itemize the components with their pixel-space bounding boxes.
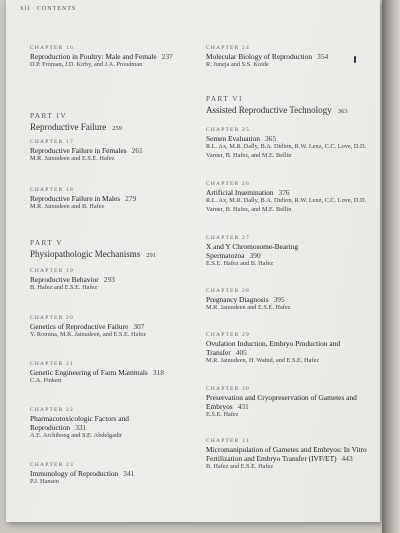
chapter-title: Pharmacotoxicologic Factors and Reproduction 331 bbox=[30, 414, 129, 432]
page-ref: 237 bbox=[161, 52, 173, 61]
chapter-title: Micromanipulation of Gametes and Embryos: In Vitro Fertilization and Embryo Transfer (IVF/ET) 443 bbox=[206, 445, 367, 463]
toc-entry bbox=[206, 287, 376, 313]
chapter-label: CHAPTER 19 bbox=[30, 268, 74, 274]
toc-entry bbox=[206, 126, 376, 160]
page-ref: 341 bbox=[123, 469, 135, 478]
toc-entry bbox=[206, 437, 376, 472]
chapter-title: Artificial Insemination 376 bbox=[206, 188, 290, 197]
toc-entry bbox=[30, 138, 205, 164]
chapter-label: CHAPTER 25 bbox=[206, 127, 250, 133]
toc-entry bbox=[30, 44, 205, 70]
toc-entry bbox=[30, 406, 205, 441]
chapter-title: Reproductive Failure in Females 261 bbox=[30, 146, 143, 155]
chapter-title: Molecular Biology of Reproduction 354 bbox=[206, 52, 329, 61]
page-ref: 395 bbox=[273, 295, 285, 304]
chapter-label: CHAPTER 28 bbox=[206, 288, 250, 294]
chapter-label: CHAPTER 17 bbox=[30, 139, 74, 145]
chapter-label: CHAPTER 16 bbox=[30, 45, 74, 51]
chapter-label: CHAPTER 18 bbox=[30, 187, 74, 193]
chapter-title: Genetic Engineering of Farm Mammals 318 bbox=[30, 368, 164, 377]
page-number: xii bbox=[20, 4, 31, 12]
chapter-title: Semen Evaluation 365 bbox=[206, 134, 277, 143]
toc-entry bbox=[206, 180, 376, 214]
part-label: PART IV bbox=[30, 112, 68, 120]
chapter-authors: B. Hafez and E.S.E. Hafez bbox=[30, 284, 98, 291]
pen-mark bbox=[354, 56, 356, 63]
page-ref: 443 bbox=[341, 454, 353, 463]
chapter-authors: A.E. Archibong and S.E. Abdelgadir bbox=[30, 432, 122, 439]
chapter-authors: R. Juneja and S.S. Koide bbox=[206, 61, 269, 68]
chapter-authors: Y. Romina, M.R. Jainudeen, and E.S.E. Hafez bbox=[30, 331, 147, 338]
chapter-label: CHAPTER 29 bbox=[206, 332, 250, 338]
chapter-label: CHAPTER 30 bbox=[206, 386, 250, 392]
page-ref: 363 bbox=[337, 108, 348, 115]
page-ref: 390 bbox=[249, 251, 261, 260]
chapter-title: Pregnancy Diagnosis 395 bbox=[206, 295, 285, 304]
chapter-authors: B. Hafez and E.S.E. Hafez bbox=[206, 463, 274, 470]
chapter-title: Reproductive Failure in Males 279 bbox=[30, 194, 137, 203]
toc-entry bbox=[30, 267, 205, 293]
part-heading bbox=[206, 94, 376, 118]
running-header bbox=[20, 4, 76, 12]
chapter-authors: C.A. Pinkert bbox=[30, 377, 62, 384]
part-title: Physiopathologic Mechanisms 291 bbox=[30, 249, 156, 259]
part-heading bbox=[30, 238, 205, 262]
chapter-label: CHAPTER 26 bbox=[206, 181, 250, 187]
chapter-authors: M.R. Jainudeen and E.S.E. Hafez bbox=[30, 155, 115, 162]
page-ref: 291 bbox=[146, 252, 156, 259]
chapter-authors: M.R. Jainudeen and E.S.E. Hafez bbox=[206, 304, 291, 311]
page-ref: 431 bbox=[237, 402, 249, 411]
toc-entry bbox=[206, 331, 376, 366]
chapter-authors: M.R. Jainudeen, H. Wahid, and E.S.E. Hafez bbox=[206, 357, 320, 364]
part-title: Assisted Reproductive Technology 363 bbox=[206, 105, 348, 115]
chapter-label: CHAPTER 23 bbox=[30, 462, 74, 468]
page-ref: 261 bbox=[131, 146, 143, 155]
page-ref: 365 bbox=[264, 134, 277, 143]
toc-entry bbox=[206, 385, 376, 420]
chapter-label: CHAPTER 31 bbox=[206, 438, 250, 444]
toc-entry bbox=[30, 314, 205, 340]
page-ref: 354 bbox=[317, 52, 329, 61]
part-label: PART VI bbox=[206, 95, 243, 103]
chapter-title: Reproductive Behavior 293 bbox=[30, 275, 115, 284]
chapter-title: X and Y Chromosome-Bearing Spermatozoa 390 bbox=[206, 242, 299, 260]
chapter-title: Ovulation Induction, Embryo Production and Transfer 405 bbox=[206, 339, 341, 357]
part-title: Reproductive Failure 259 bbox=[30, 122, 122, 132]
page-ref: 405 bbox=[235, 348, 247, 357]
page-edge-shadow bbox=[382, 0, 400, 533]
book-page bbox=[6, 0, 380, 522]
toc-entry bbox=[30, 186, 205, 212]
part-heading bbox=[30, 111, 205, 135]
running-title: CONTENTS bbox=[36, 6, 77, 12]
page-ref: 307 bbox=[133, 322, 145, 331]
page-ref: 293 bbox=[103, 275, 115, 284]
chapter-authors: D.P. Froman, J.D. Kirby, and J.A. Proudman bbox=[30, 61, 143, 68]
chapter-title: Immunology of Reproduction 341 bbox=[30, 469, 135, 478]
chapter-label: CHAPTER 24 bbox=[206, 45, 250, 51]
chapter-label: CHAPTER 21 bbox=[30, 361, 74, 367]
chapter-authors: R.L. Ax, M.R. Dally, B.A. Didion, R.W. Lenz, C.C. Love, D.D. Varner, B. Hafez, and M.E. Bellin bbox=[206, 143, 367, 159]
page-ref: 318 bbox=[152, 368, 164, 377]
toc-entry bbox=[30, 461, 205, 487]
chapter-label: CHAPTER 22 bbox=[30, 407, 74, 413]
chapter-title: Reproduction in Poultry: Male and Female 237 bbox=[30, 52, 173, 61]
chapter-title: Genetics of Reproductive Failure 307 bbox=[30, 322, 145, 331]
toc-entry bbox=[206, 44, 376, 70]
toc-entry bbox=[30, 360, 205, 386]
page-ref: 376 bbox=[278, 188, 290, 197]
chapter-label: CHAPTER 20 bbox=[30, 315, 74, 321]
part-label: PART V bbox=[30, 239, 64, 247]
chapter-title: Preservation and Cryopreservation of Gametes and Embryos 431 bbox=[206, 393, 357, 411]
chapter-authors: M.R. Jainudeen and B. Hafez bbox=[30, 203, 105, 210]
page-ref: 259 bbox=[112, 125, 122, 132]
chapter-authors: P.J. Hansen bbox=[30, 478, 59, 485]
chapter-authors: E.S.E. Hafez bbox=[206, 411, 239, 418]
toc-entry bbox=[206, 234, 376, 269]
page-ref: 331 bbox=[75, 423, 87, 432]
page-ref: 279 bbox=[125, 194, 137, 203]
chapter-authors: R.L. Ax, M.R. Dally, B.A. Didion, R.W. Lenz, C.C. Love, D.D. Varner, B. Hafez, and M.E. Bellin bbox=[206, 197, 367, 213]
chapter-authors: E.S.E. Hafez and B. Hafez bbox=[206, 260, 274, 267]
chapter-label: CHAPTER 27 bbox=[206, 235, 250, 241]
